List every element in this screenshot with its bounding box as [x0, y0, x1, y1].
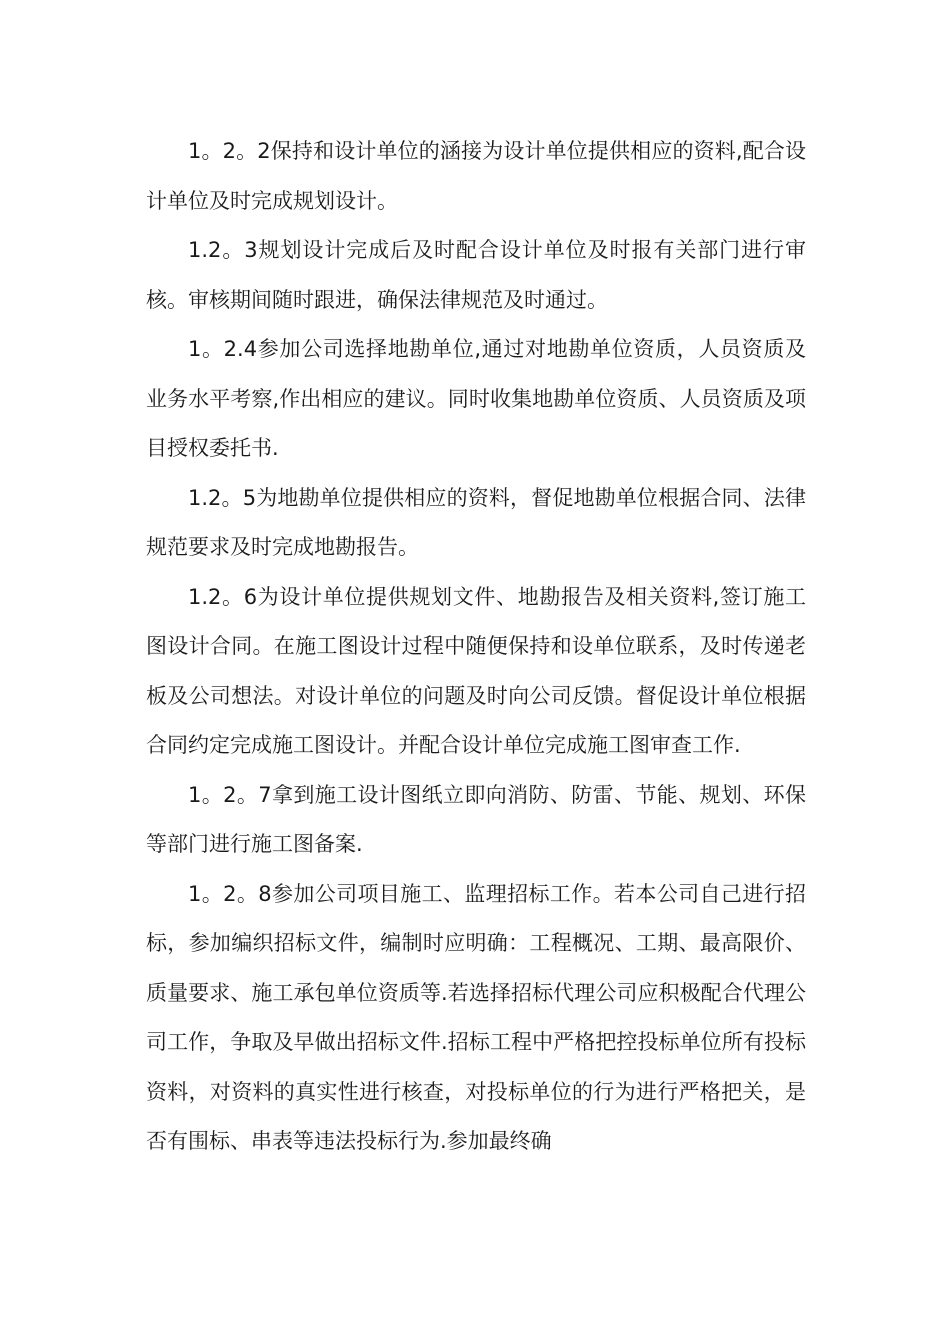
paragraph-1-2-6: 1.2。6为设计单位提供规划文件、地勘报告及相关资料,签订施工图设计合同。在施工图设计过程中随便保持和设单位联系，及时传递老板及公司想法。对设计单位的问题及时向公司反馈。督促设计单位根据合同约定完成施工图设计。并配合设计单位完成施工图审查工作.: [146, 584, 806, 757]
paragraph-1-2-8: 1。2。8参加公司项目施工、监理招标工作。若本公司自己进行招标，参加编织招标文件，编制时应明确：工程概况、工期、最高限价、质量要求、施工承包单位资质等.若选择招标代理公司应积极配合代理公司工作，争取及早做出招标文件.招标工程中严格把控投标单位所有投标资料，对资料的真实性进行核查，对投标单位的行为进行严格把关，是否有围标、串表等违法投标行为.参加最终确: [146, 881, 806, 1153]
paragraph-1-2-4: 1。2.4参加公司选择地勘单位,通过对地勘单位资质，人员资质及业务水平考察,作出相应的建议。同时收集地勘单位资质、人员资质及项目授权委托书.: [146, 337, 806, 460]
paragraph-1-2-7: 1。2。7拿到施工设计图纸立即向消防、防雷、节能、规划、环保等部门进行施工图备案.: [146, 782, 806, 856]
paragraph-1-2-5: 1.2。5为地勘单位提供相应的资料，督促地勘单位根据合同、法律规范要求及时完成地勘报告。: [146, 485, 806, 559]
paragraph-1-2-2: 1。2。2保持和设计单位的涵接为设计单位提供相应的资料,配合设计单位及时完成规划设计。: [146, 139, 806, 213]
document-body: [146, 127, 806, 1167]
paragraph-1-2-3: 1.2。3规划设计完成后及时配合设计单位及时报有关部门进行审核。审核期间随时跟进，确保法律规范及时通过。: [146, 238, 806, 312]
